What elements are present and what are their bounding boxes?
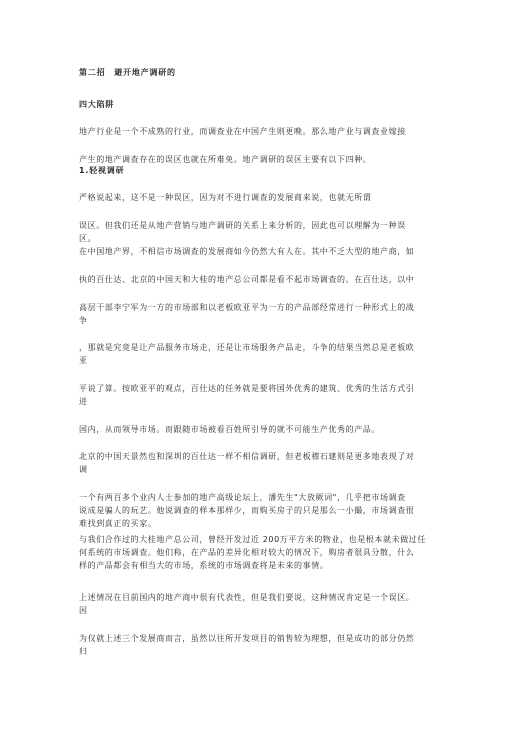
document-subtitle: 四大陷阱 [79, 100, 115, 109]
body-line: 归 [79, 647, 88, 656]
document-title: 第二招 避开地产调研的 [79, 68, 176, 77]
body-line: 平说了算。按欧亚平的观点，百仕达的任务就是要将国外优秀的建筑、优秀的生活方式引 [79, 384, 415, 393]
body-line: 上述情况在目前国内的地产商中很有代表性，但是我们要说，这种情况肯定是一个误区。 [79, 593, 415, 602]
body-line: 误区。但我们还是从地产营销与地产调研的关系上来分析的，因此也可以理解为一种误 [79, 221, 406, 230]
body-line: 难找到真正的买家。 [79, 519, 157, 528]
body-line: 区。 [79, 234, 97, 243]
body-line: 在中国地产界，不相信市场调查的发展商如今仍然大有人在。其中不乏大型的地产商，如 [79, 247, 415, 256]
body-line: ，那就是究竟是让产品服务市场走，还是让市场服务产品走，斗争的结果当然总是老板欧 [79, 343, 415, 352]
body-line: 与我们合作过的大桂地产总公司，曾经开发过近 200万平方米的物业，也是根本就未做过任 [79, 535, 427, 544]
body-line: 调 [79, 465, 88, 474]
body-line: 严格说起来，这不是一种误区，因为对不进行调查的发展商来说，也就无所谓 [79, 193, 372, 202]
body-line: 何系统的市场调查。他们称，在产品的差异化相对较大的情况下，购房者很具分散，什么 [79, 548, 415, 557]
body-line: 产生的地产调查存在的误区也就在所难免。地产调研的误区主要有以下四种。 [79, 155, 372, 164]
body-line: 国内，从而领导市场。而跟随市场被看百姓所引导的就不可能生产优秀的产品。 [79, 425, 380, 434]
section-heading: 1.轻视调研 [79, 166, 125, 175]
body-line: 执的百仕达、北京的中国天和大桂的地产总公司都是看不起市场调查的。在百仕达，以中 [79, 275, 415, 284]
body-line: 一个有两百多个业内人士参加的地产高级论坛上，潘先生"大放厥词"，几乎把市场调查 [79, 493, 406, 502]
body-line: 争 [79, 316, 88, 325]
body-line: 高层干部李宁军为一方的市场部和以老板欧亚平为一方的产品部经常进行一种形式上的战 [79, 303, 415, 312]
body-line: 地产行业是一个不成熟的行业，而调查业在中国产生则更晚。那么地产业与调查业嫁接 [79, 127, 406, 136]
body-line: 亚 [79, 356, 88, 365]
body-line: 进 [79, 397, 88, 406]
body-line: 因 [79, 606, 88, 615]
body-line: 北京的中国天景然也和深圳的百仕达一样不相信调研，但老板穆石建则是更多地表现了对 [79, 452, 415, 461]
body-line: 样的产品都会有相当大的市场，系统的市场调查将是未来的事情。 [79, 561, 329, 570]
body-line: 为仅就上述三个发展商而言，虽然以往所开发项目的销售较为理想，但是成功的部分仍然 [79, 634, 415, 643]
body-line: 说成是骗人的玩艺。他说调查的样本那样少，而购买房子的只是那么一小撮，市场调查很 [79, 506, 415, 515]
